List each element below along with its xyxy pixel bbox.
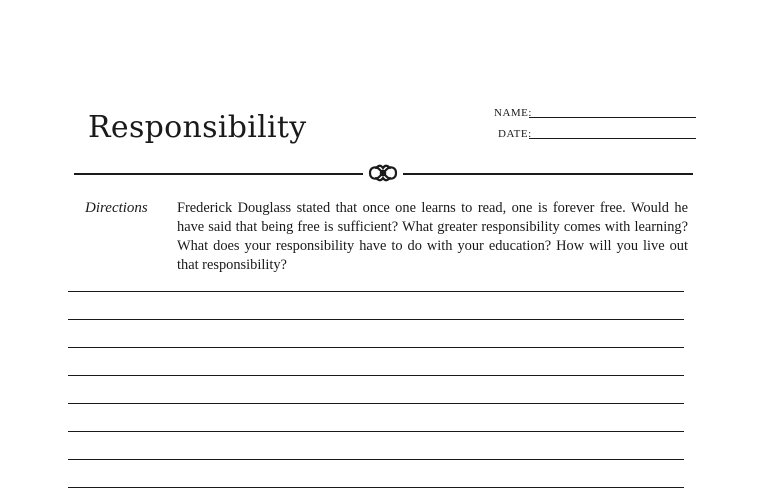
answer-line[interactable] — [68, 291, 684, 292]
name-field[interactable] — [529, 117, 696, 118]
answer-line[interactable] — [68, 459, 684, 460]
page-title: Responsibility — [88, 110, 307, 145]
answer-line[interactable] — [68, 487, 684, 488]
answer-line[interactable] — [68, 347, 684, 348]
answer-line[interactable] — [68, 403, 684, 404]
directions-text: Frederick Douglass stated that once one learns to read, one is forever free. Would he have said that being free is sufficient? What greater responsibility comes with learning? What does your responsibility have to do with your education? How will you live out that responsibility? — [177, 200, 688, 273]
celtic-knot-icon — [367, 163, 399, 183]
answer-line[interactable] — [68, 431, 684, 432]
answer-line[interactable] — [68, 319, 684, 320]
name-label: NAME: — [494, 107, 532, 119]
divider-right — [403, 173, 693, 175]
date-label: DATE: — [498, 128, 532, 140]
divider-left — [74, 173, 363, 175]
date-field[interactable] — [529, 138, 696, 139]
directions-label: Directions — [85, 200, 148, 216]
answer-line[interactable] — [68, 375, 684, 376]
